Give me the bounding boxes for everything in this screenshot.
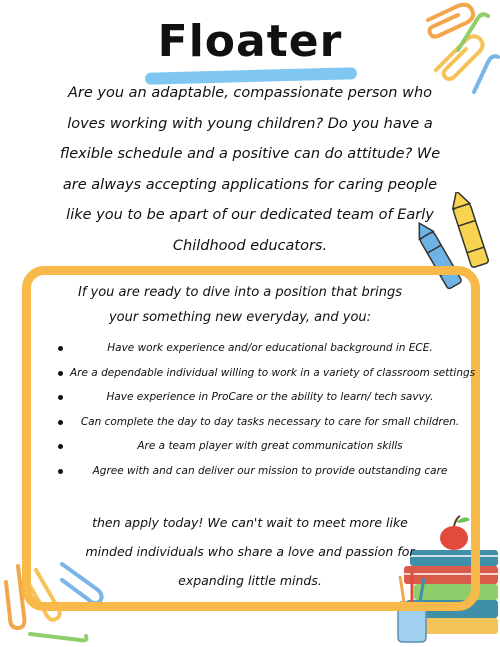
intro-paragraph: Are you an adaptable, compassionate person who loves working with young children? Do you have a flexible schedule and a positive can do attitude? We are always accepting applications for caring people like you to be apart of our dedicated team of Early Childhood educators. <box>59 85 441 254</box>
list-item-text: Agree with and can deliver our mission to provide outstanding care <box>92 464 448 477</box>
title-block <box>0 16 500 67</box>
bullet-icon <box>58 469 63 474</box>
bullet-icon <box>58 346 63 351</box>
list-item <box>50 361 476 386</box>
bullet-icon <box>58 395 63 400</box>
list-item-text: Have work experience and/or educational background in ECE. <box>107 342 433 354</box>
list-item <box>50 459 470 484</box>
bullet-icon <box>58 371 63 376</box>
requirements-intro: If you are ready to dive into a position that brings your something new everyday, and you: <box>77 285 403 325</box>
page-title: Floater <box>157 16 343 67</box>
list-item-text: Are a team player with great communication skills <box>137 440 403 453</box>
bullet-icon <box>58 420 63 425</box>
list-item-text: Have experience in ProCare or the ability to learn/ tech savvy. <box>106 391 434 404</box>
closing-paragraph: then apply today! We can't wait to meet more like minded individuals who share a love and passion for expanding little minds. <box>85 515 415 588</box>
list-item <box>50 385 470 410</box>
list-item <box>50 410 470 435</box>
bullet-icon <box>58 444 63 449</box>
list-item-text: Can complete the day to day tasks necessary to care for small children. <box>80 415 460 428</box>
list-item <box>50 434 470 459</box>
list-item-text: Are a dependable individual willing to work in a variety of classroom settings <box>70 366 476 379</box>
list-item <box>50 336 470 361</box>
requirements-list <box>50 336 476 484</box>
